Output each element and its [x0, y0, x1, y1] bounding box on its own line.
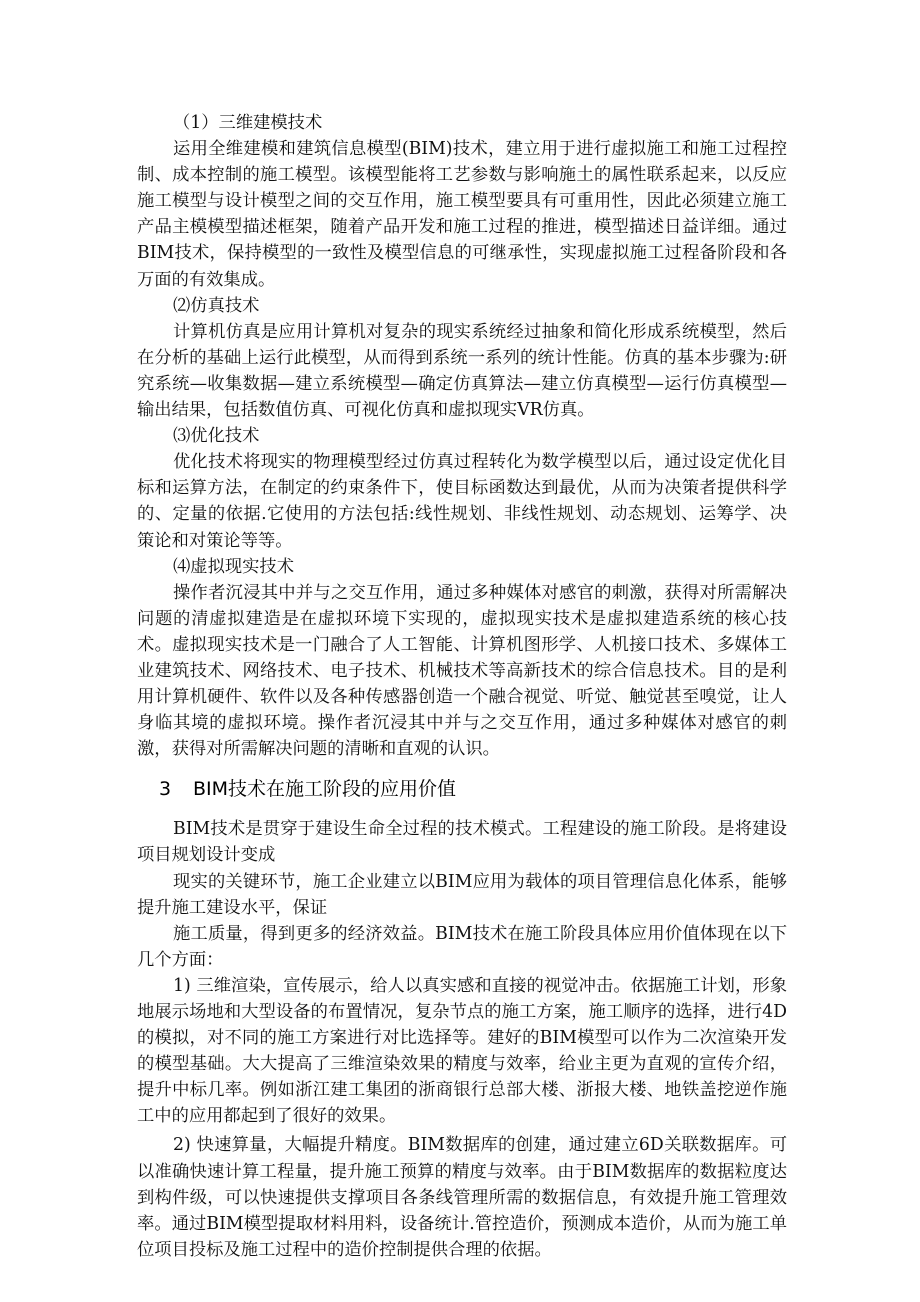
section-number: 3	[159, 778, 172, 801]
list-item-quantity: 2) 快速算量，大幅提升精度。BIM数据库的创建，通过建立6D关联数据库。可以准确快速计算工程量，提升施工预算的精度与效率。由于BIM数据库的数据粒度达到构件级，可以快速提供支撑项目各条线管理所需的数据信息，有效提升施工管理效率。通过BIM模型提取材料用料，设备统计.管控造价，预测成本造价，从而为施工单位项目投标及施工过程中的造价控制提供合理的依据。	[137, 1135, 787, 1260]
subsection-heading-3d-modeling: （1）三维建模技术	[173, 113, 323, 133]
subsection-heading-simulation: ⑵仿真技术	[173, 295, 260, 316]
paragraph-intro-3: 施工质量，得到更多的经济效益。BIM技术在施工阶段具体应用价值体现在以下几个方面：	[137, 923, 787, 970]
document-page	[137, 110, 787, 1263]
list-item-rendering: 1) 三维渲染，宣传展示，给人以真实感和直接的视觉冲击。依据施工计划，形象地展示场地和大型设备的布置情况，复杂节点的施工方案，施工顺序的选择，进行4D的模拟，对不同的施工方案进行对比选择等。建好的BIM模型可以作为二次渲染开发的模型基础。大大提高了三维渲染效果的精度与效率，给业主更为直观的宣传介绍，提升中标几率。例如浙江建工集团的浙商银行总部大楼、浙报大楼、地铁盖挖逆作施工中的应用都起到了很好的效果。	[137, 975, 787, 1127]
paragraph-intro-2: 现实的关键环节，施工企业建立以BIM应用为载体的项目管理信息化体系，能够提升施工建设水平，保证	[137, 871, 787, 918]
paragraph-simulation: 计算机仿真是应用计算机对复杂的现实系统经过抽象和简化形成系统模型，然后在分析的基础上运行此模型，从而得到系统一系列的统计性能。仿真的基本步骤为:研究系统—收集数据—建立系统模型—确定仿真算法—建立仿真模型—运行仿真模型—输出结果，包括数值仿真、可视化仿真和虚拟现实VR仿真。	[137, 321, 787, 421]
section-title: BIM技术在施工阶段的应用价值	[193, 778, 457, 801]
section-heading	[137, 774, 787, 804]
paragraph-virtual-reality: 操作者沉浸其中并与之交互作用，通过多种媒体对感官的刺激，获得对所需解决问题的清虚拟建造是在虚拟环境下实现的，虚拟现实技术是虚拟建造系统的核心技术。虚拟现实技术是一门融合了人工智能、计算机图形学、人机接口技术、多媒体工业建筑技术、网络技术、电子技术、机械技术等高新技术的综合信息技术。目的是利用计算机硬件、软件以及各种传感器创造一个融合视觉、听觉、触觉甚至嗅觉，让人身临其境的虚拟环境。操作者沉浸其中并与之交互作用，通过多种媒体对感官的刺激，获得对所需解决问题的清晰和直观的认识。	[137, 582, 787, 760]
subsection-heading-optimization: ⑶优化技术	[173, 426, 260, 447]
subsection-heading-virtual-reality: ⑷虚拟现实技术	[173, 556, 294, 577]
paragraph-optimization: 优化技术将现实的物理模型经过仿真过程转化为数学模型以后，通过设定优化目标和运算方法，在制定的约束条件下，使目标函数达到最优，从而为决策者提供科学的、定量的依据.它使用的方法包括:线性规划、非线性规划、动态规划、运筹学、决策论和对策论等等。	[137, 452, 787, 551]
paragraph-intro-1: BIM技术是贯穿于建设生命全过程的技术模式。工程建设的施工阶段。是将建设项目规划设计变成	[137, 819, 787, 866]
paragraph-3d-modeling: 运用全维建模和建筑信息模型(BIM)技术，建立用于进行虚拟施工和施工过程控制、成本控制的施工模型。该模型能将工艺参数与影响施土的属性联系起来，以反应施工模型与设计模型之间的交互作用，施工模型要具有可重用性，因此必须建立施工产品主模模型描述框架，随着产品开发和施工过程的推进，模型描述日益详细。通过BIM技术，保持模型的一致性及模型信息的可继承性，实现虚拟施工过程备阶段和各万面的有效集成。	[137, 139, 787, 290]
